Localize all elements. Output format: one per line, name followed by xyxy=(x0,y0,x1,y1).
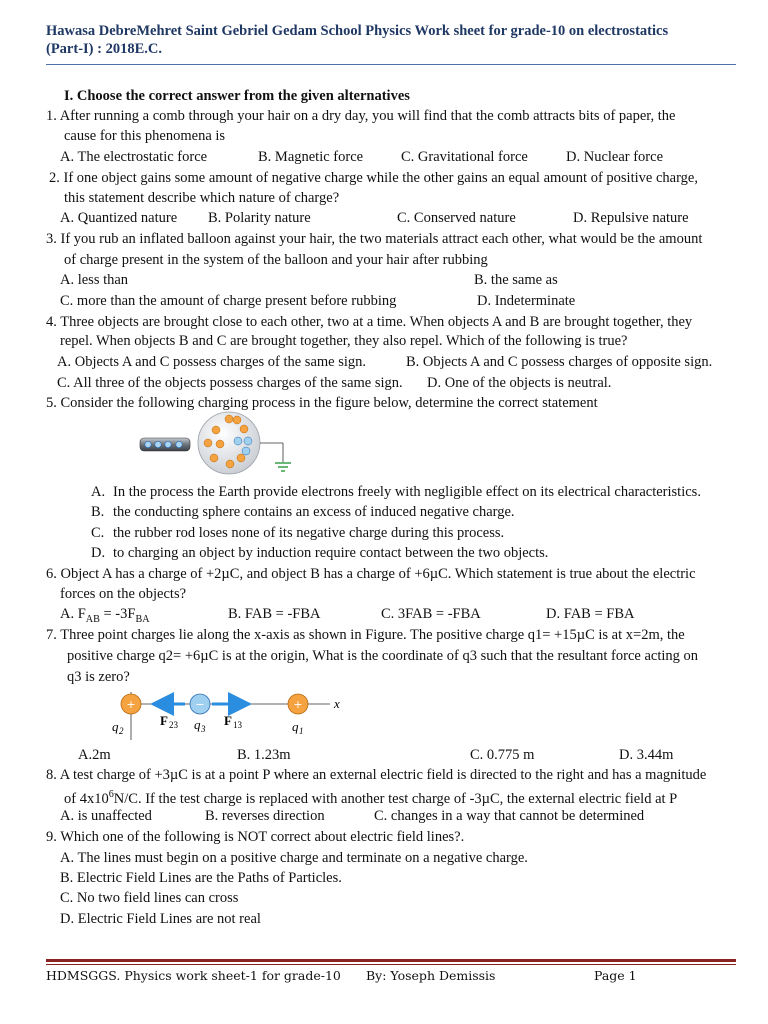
q9-option-c: C. No two field lines can cross xyxy=(60,890,239,906)
q9-option-a: A. The lines must begin on a positive charge and terminate on a negative charge. xyxy=(60,850,528,866)
question-6-line-2: forces on the objects? xyxy=(60,586,187,602)
q6-option-a: A. $F_{AB} = -3F_{BA}$ xyxy=(60,606,150,625)
question-8-line-2: of $4x10^6N/C$. If the test charge is replaced with another test charge of -3µC, the external electric field at P xyxy=(64,789,678,807)
f23-label-sub: 23 xyxy=(169,720,178,730)
q3-option-a: A. less than xyxy=(60,272,129,288)
f23-label: F xyxy=(160,713,168,728)
footer-divider-thick xyxy=(46,959,736,962)
q4-option-c: C. All three of the objects possess charges of the same sign. xyxy=(57,375,403,391)
q3-sign: − xyxy=(195,698,205,711)
q5-option-c-label: C. xyxy=(91,525,105,541)
q8-option-a: A. is unaffected xyxy=(60,808,152,824)
question-4-line-1: 4. Three objects are brought close to each other, two at a time. When objects A and B are brought together, they xyxy=(46,314,693,330)
q1-option-c: C. Gravitational force xyxy=(401,149,528,165)
f13-label: F xyxy=(224,713,232,728)
q1-label-sub: 1 xyxy=(299,726,304,736)
footer-author: By: Yoseph Demissis xyxy=(366,968,496,983)
q3-option-d: D. Indeterminate xyxy=(477,293,576,309)
q6-option-c: C. 3FAB = -FBA xyxy=(381,606,481,622)
point-charges-figure xyxy=(108,688,348,742)
q2-option-b: B. Polarity nature xyxy=(208,210,311,226)
f13-label-sub: 13 xyxy=(233,720,242,730)
q7-option-d: D. 3.44m xyxy=(619,747,674,763)
q4-option-d: D. One of the objects is neutral. xyxy=(427,375,612,391)
q9-option-b: B. Electric Field Lines are the Paths of Particles. xyxy=(60,870,342,886)
question-1-line-1: 1. After running a comb through your hair on a dry day, you will find that the comb attracts bits of paper, the xyxy=(46,108,676,124)
q5-option-b: the conducting sphere contains an excess of induced negative charge. xyxy=(113,504,515,520)
q3-option-c: C. more than the amount of charge present before rubbing xyxy=(60,293,397,309)
q8-option-c: C. changes in a way that cannot be determined xyxy=(374,808,645,824)
footer-school: HDMSGGS. Physics work sheet-1 for grade-10 xyxy=(46,968,341,983)
question-5-line-1: 5. Consider the following charging process in the figure below, determine the correct statement xyxy=(46,395,598,411)
question-7-line-2: positive charge q2= +6µC is at the origin, What is the coordinate of q3 such that the resultant force acting on xyxy=(67,648,698,664)
q2-option-d: D. Repulsive nature xyxy=(573,210,689,226)
q2-sign: + xyxy=(126,698,136,711)
q6-option-d: D. FAB = FBA xyxy=(546,606,635,622)
q7-option-a: A.2m xyxy=(78,747,111,763)
question-4-line-2: repel. When objects B and C are brought together, they also repel. Which of the following is true? xyxy=(60,333,628,349)
q2-option-a: A. Quantized nature xyxy=(60,210,178,226)
q1-option-b: B. Magnetic force xyxy=(258,149,364,165)
rubber-rod xyxy=(140,438,190,451)
q5-option-c: the rubber rod loses none of its negative charge during this process. xyxy=(113,525,505,541)
q4-option-b: B. Objects A and C possess charges of opposite sign. xyxy=(406,354,713,370)
x-axis-label: x xyxy=(334,696,340,711)
question-2-line-2: this statement describe which nature of charge? xyxy=(64,190,340,206)
q9-option-d: D. Electric Field Lines are not real xyxy=(60,911,261,927)
charging-by-induction-figure xyxy=(138,410,298,478)
q8-option-b: B. reverses direction xyxy=(205,808,325,824)
footer-divider-thin xyxy=(46,964,736,965)
worksheet-title xyxy=(46,22,736,58)
q3-label-sub: 3 xyxy=(201,724,206,734)
q5-option-b-label: B. xyxy=(91,504,105,520)
q5-option-d-label: D. xyxy=(91,545,106,561)
question-3-line-1: 3. If you rub an inflated balloon against your hair, the two materials attract each other, what would be the amount xyxy=(46,231,703,247)
question-9-line-1: 9. Which one of the following is NOT correct about electric field lines?. xyxy=(46,829,465,845)
q2-option-c: C. Conserved nature xyxy=(397,210,516,226)
question-6-line-1: 6. Object A has a charge of +2µC, and object B has a charge of +6µC. Which statement is true about the electric xyxy=(46,566,696,582)
q1-option-d: D. Nuclear force xyxy=(566,149,664,165)
conducting-sphere xyxy=(198,412,260,474)
question-7-line-1: 7. Three point charges lie along the x-axis as shown in Figure. The positive charge q1= +15µC is at x=2m, the xyxy=(46,627,685,643)
q7-option-b: B. 1.23m xyxy=(237,747,291,763)
title-line-1: Hawasa DebreMehret Saint Gebriel Gedam School Physics Work sheet for grade-10 on electrostatics xyxy=(46,23,669,39)
question-1-line-2: cause for this phenomena is xyxy=(64,128,226,144)
q6-option-b: B. FAB = -FBA xyxy=(228,606,321,622)
question-2-line-1: 2. If one object gains some amount of negative charge while the other gains an equal amount of positive charge, xyxy=(49,170,698,186)
q5-option-a-label: A. xyxy=(91,484,106,500)
q5-option-a: In the process the Earth provide electrons freely with negligible effect on its electrical characteristics. xyxy=(113,484,701,500)
q5-option-d: to charging an object by induction require contact between the two objects. xyxy=(113,545,549,561)
q2-label: q xyxy=(112,719,119,734)
q4-option-a: A. Objects A and C possess charges of the same sign. xyxy=(57,354,367,370)
question-7-line-3: q3 is zero? xyxy=(67,669,130,685)
q7-option-c: C. 0.775 m xyxy=(470,747,535,763)
q1-sign: + xyxy=(293,698,303,711)
q3-option-b: B. the same as xyxy=(474,272,558,288)
section-heading: I. Choose the correct answer from the given alternatives xyxy=(64,88,410,104)
q1-label: q xyxy=(292,719,299,734)
question-3-line-2: of charge present in the system of the balloon and your hair after rubbing xyxy=(64,252,488,268)
ground-symbol xyxy=(260,443,291,471)
header-divider xyxy=(46,64,736,65)
question-8-line-1: 8. A test charge of +3µC is at a point P where an external electric field is directed to the right and has a magnitude xyxy=(46,767,707,783)
q3-label: q xyxy=(194,717,201,732)
q1-option-a: A. The electrostatic force xyxy=(60,149,208,165)
title-line-2: (Part-I) : 2018E.C. xyxy=(46,41,162,57)
footer-page-number: Page 1 xyxy=(594,968,637,983)
q2-label-sub: 2 xyxy=(119,726,124,736)
